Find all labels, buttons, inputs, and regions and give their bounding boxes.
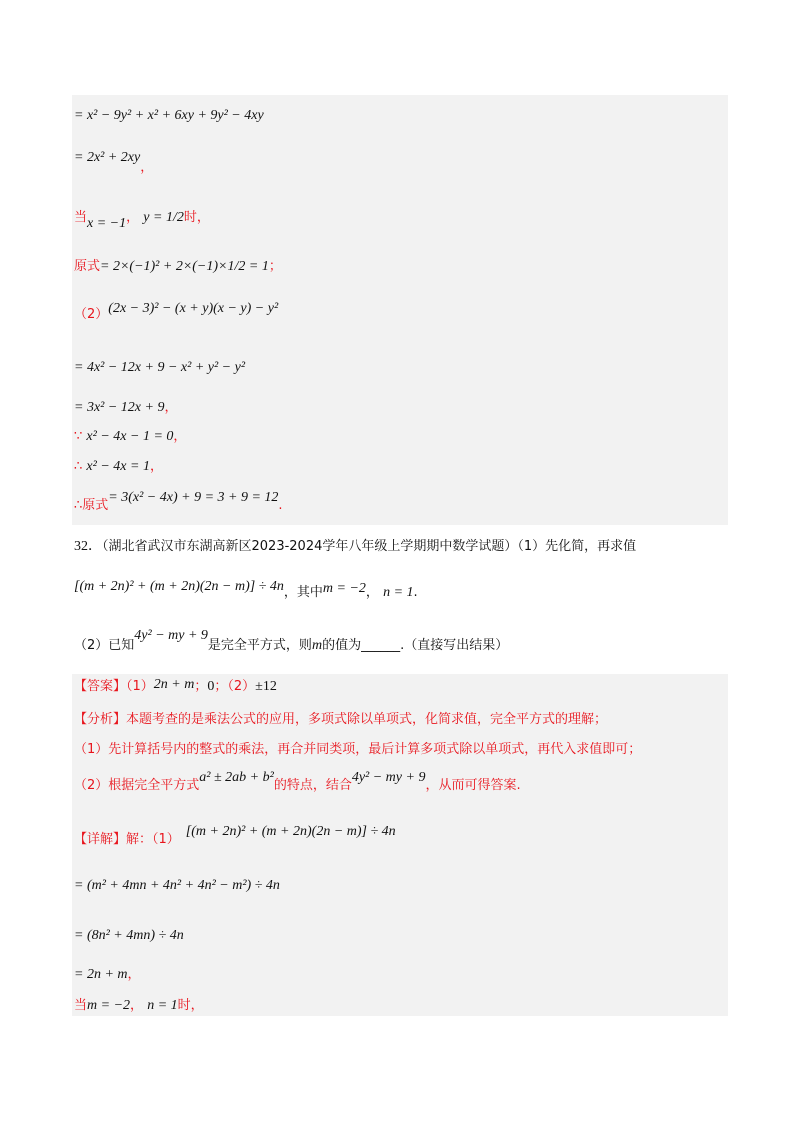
analysis-step-2: （2）根据完全平方式a² ± 2ab + b²的特点，结合4y² − my + 9，从而可得答案. (74, 770, 521, 793)
question-32-header: 32．（湖北省武汉市东湖高新区2023-2024学年八年级上学期期中数学试题）（1）先化简，再求值 (74, 539, 637, 554)
answer-line: 【答案】（1）2n + m；0；（2）±12 (74, 677, 277, 694)
detail-when-line: 当m = −2， n = 1时， (74, 998, 204, 1013)
solution-therefore-line: ∴ x² − 4x = 1， (74, 459, 163, 474)
question-32-part2: （2）已知4y² − my + 9是完全平方式，则m的值为______.（直接写出结果） (74, 628, 509, 653)
detail-line-3: = 2n + m， (74, 967, 141, 982)
question-32-part1: [(m + 2n)² + (m + 2n)(2n − m)] ÷ 4n，其中m = −2， n = 1. (74, 579, 418, 600)
solution-when-line: 当x = −1， y = 1/2时， (74, 210, 210, 231)
solution-line-2: = 2x² + 2xy， (74, 150, 154, 175)
detail-line-1: = (m² + 4mn + 4n² + 4n² − m²) ÷ 4n (74, 878, 280, 893)
solution-original-value: 原式= 2×(−1)² + 2×(−1)×1/2 = 1； (74, 259, 282, 274)
solution-line-1: = x² − 9y² + x² + 6xy + 9y² − 4xy (74, 108, 264, 123)
detail-line-2: = (8n² + 4mn) ÷ 4n (74, 928, 184, 943)
solution-line-5: = 4x² − 12x + 9 − x² + y² − y² (74, 360, 246, 375)
analysis-step-1: （1）先计算括号内的整式的乘法，再合并同类项，最后计算多项式除以单项式，再代入求值即可； (74, 742, 642, 757)
analysis-line: 【分析】本题考查的是乘法公式的应用，多项式除以单项式，化简求值，完全平方式的理解； (74, 712, 608, 727)
solution-final-line: ∴原式= 3(x² − 4x) + 9 = 3 + 9 = 12. (74, 490, 283, 513)
detail-intro: 【详解】解：（1）[(m + 2n)² + (m + 2n)(2n − m)] ÷ 4n (74, 824, 396, 847)
solution-part2-expression: （2）(2x − 3)² − (x + y)(x − y) − y² (74, 301, 279, 322)
solution-because-line: ∵ x² − 4x − 1 = 0， (74, 429, 187, 444)
solution-line-6: = 3x² − 12x + 9， (74, 400, 178, 415)
